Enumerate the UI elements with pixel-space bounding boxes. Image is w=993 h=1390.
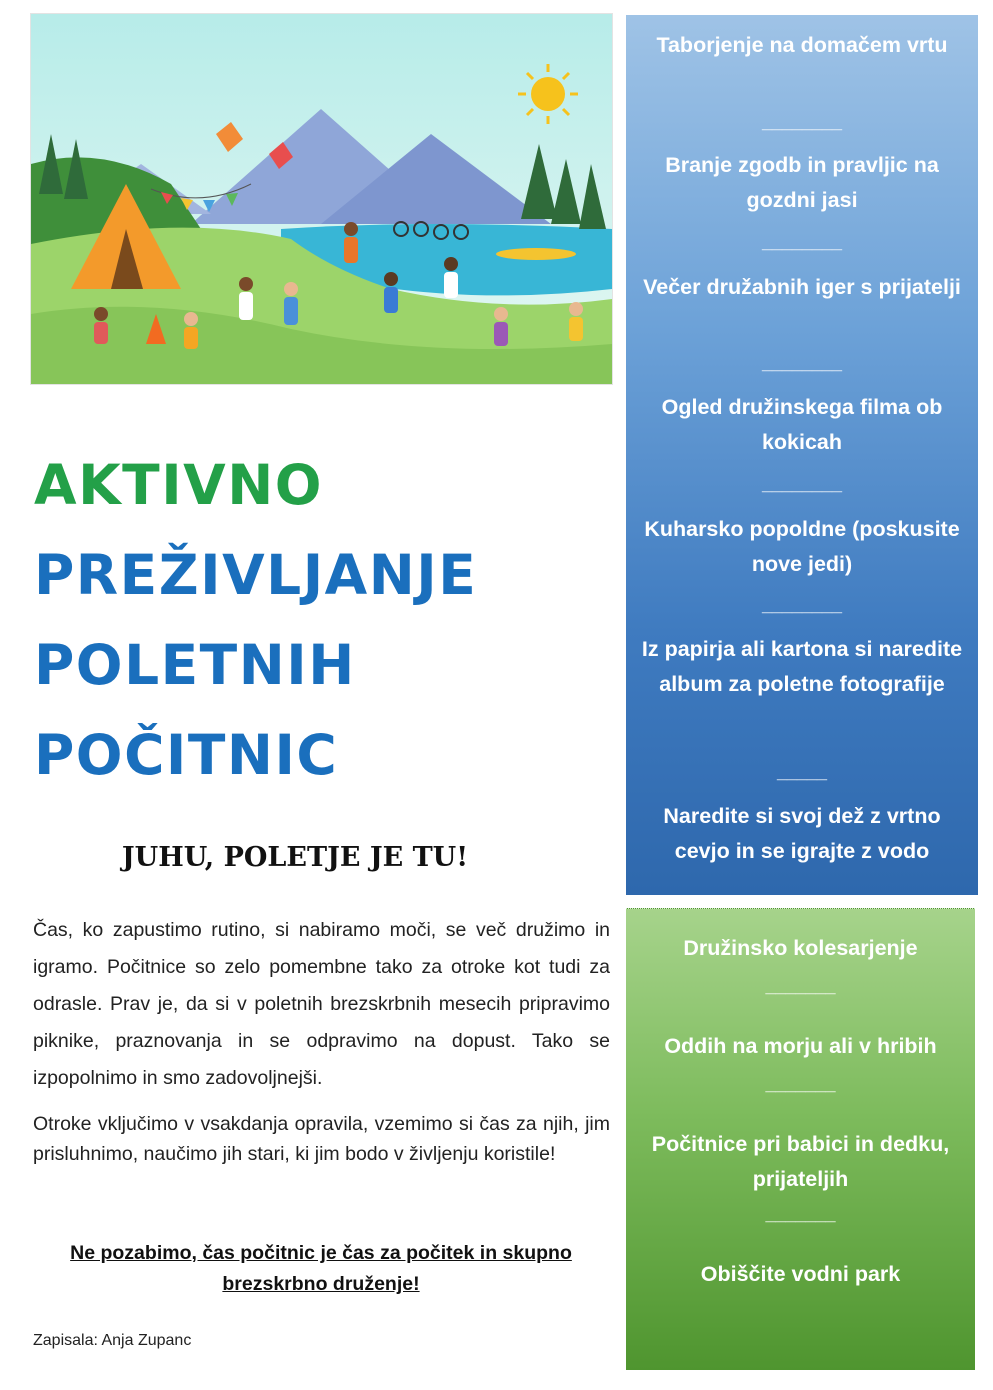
author-credit: Zapisala: Anja Zupanc <box>33 1332 192 1349</box>
separator: ________ <box>761 595 843 615</box>
activity-item: Počitnice pri babici in dedku, prijateljih <box>651 1132 950 1191</box>
activity-item: Družinsko kolesarjenje <box>683 936 918 960</box>
summer-camp-illustration <box>30 13 613 385</box>
slogan: JUHU, POLETJE JE TU! <box>121 842 469 873</box>
activity-item: Kuharsko popoldne (poskusite nove jedi) <box>644 517 960 576</box>
main-title <box>34 440 614 800</box>
separator: _____ <box>776 762 828 782</box>
activity-item: Večer družabnih iger s prijatelji <box>643 275 961 299</box>
paragraph-1: Čas, ko zapustimo rutino, si nabiramo moči, se več družimo in igramo. Počitnice so zelo pomembne tako za otroke kot tudi za odrasle. Prav je, da si v poletnih brezskrbnih mesecih pripravimo piknike, praznovanja in se odpravimo na dopust. Tako se izpopolnimo in smo zadovoljnejši. <box>33 919 610 1089</box>
closing-line-1: Ne pozabimo, čas počitnic je čas za počitek in skupno <box>70 1242 572 1264</box>
activity-item: Obiščite vodni park <box>700 1262 901 1286</box>
activity-item: Oddih na morju ali v hribih <box>664 1034 937 1058</box>
activity-list-green <box>626 908 975 1370</box>
title-line-1: AKTIVNO <box>34 453 324 517</box>
article-body <box>33 912 610 1181</box>
kayak-icon <box>496 248 576 260</box>
separator: ________ <box>761 232 843 252</box>
title-line-2: PREŽIVLJANJE <box>34 543 478 607</box>
activity-item: Ogled družinskega filma ob kokicah <box>661 395 943 454</box>
closing-line-2: brezskrbno druženje! <box>222 1273 420 1295</box>
separator: ________ <box>761 112 843 132</box>
separator: ________ <box>761 474 843 494</box>
separator: _______ <box>765 1074 836 1094</box>
closing-message <box>40 1238 602 1300</box>
sun-icon <box>531 77 565 111</box>
separator: _______ <box>765 1204 836 1224</box>
camp-scene-image <box>31 14 612 384</box>
activity-item: Branje zgodb in pravljic na gozdni jasi <box>665 153 939 212</box>
paragraph-2: Otroke vključimo v vsakdanja opravila, vzemimo si čas za njih, jim prisluhnimo, naučimo jih stari, ki jim bodo v življenju koristile! <box>33 1113 610 1165</box>
separator: _______ <box>765 976 836 996</box>
activity-list-blue <box>626 15 978 895</box>
title-line-3: POLETNIH <box>34 633 356 697</box>
activity-item: Naredite si svoj dež z vrtno cevjo in se igrajte z vodo <box>663 804 941 863</box>
activity-item: Taborjenje na domačem vrtu <box>656 33 948 57</box>
title-line-4: POČITNIC <box>34 723 339 787</box>
activity-item: Iz papirja ali kartona si naredite album za poletne fotografije <box>641 637 963 696</box>
separator: ________ <box>761 353 843 373</box>
